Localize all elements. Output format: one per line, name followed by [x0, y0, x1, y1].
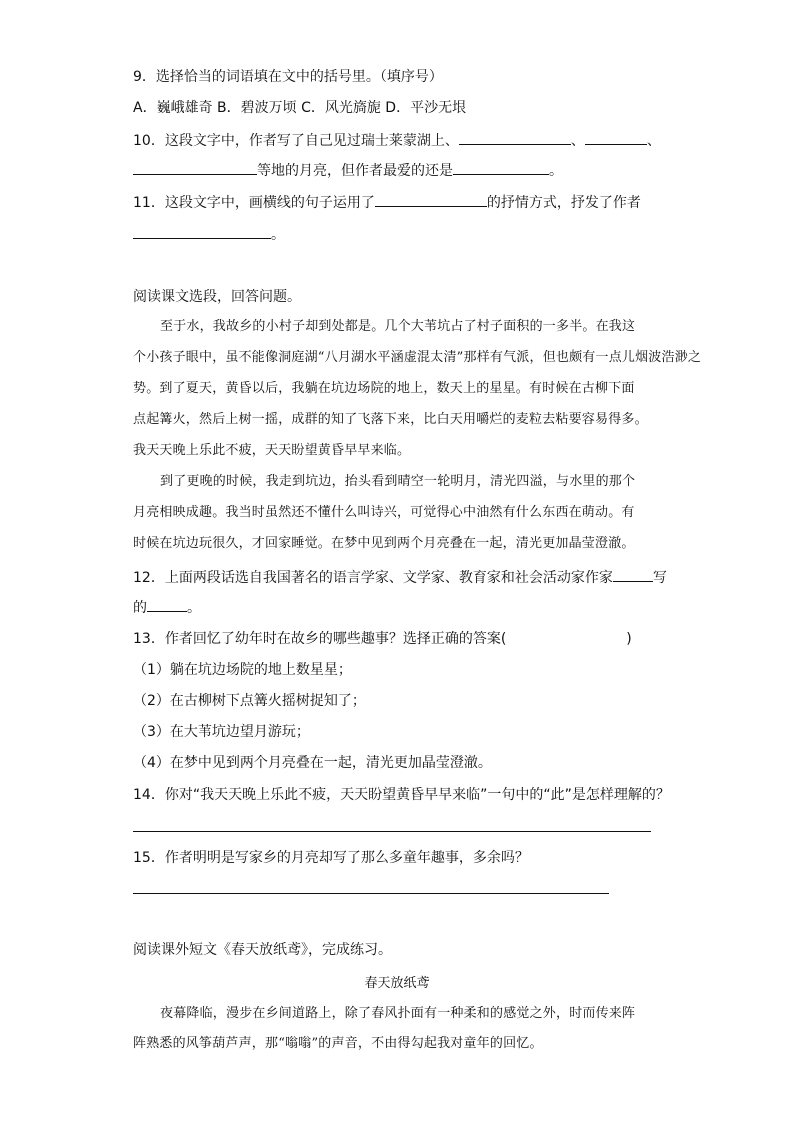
q14-answer-line[interactable]	[133, 831, 651, 832]
q12-text: 写	[652, 570, 667, 586]
q10-blank-4[interactable]	[453, 160, 549, 175]
q12-line1	[133, 567, 667, 588]
q11-blank-1[interactable]	[375, 192, 487, 207]
q12-blank-2[interactable]	[147, 597, 187, 612]
q13-text: 13．作者回忆了幼年时在故乡的哪些趣事？选择正确的答案(	[133, 631, 507, 647]
q10-blank-1[interactable]	[459, 130, 571, 145]
q10-text: 10．这段文字中，作者写了自己见过瑞士莱蒙湖上、	[133, 133, 459, 149]
q13-option: （1）躺在坑边场院的地上数星星；	[133, 662, 352, 678]
q12-text: 12．上面两段话选自我国著名的语言学家、文学家、教育家和社会活动家作家	[133, 570, 613, 586]
passage-line: 至于水，我故乡的小村子却到处都是。几个大苇坑占了村子面积的一多半。在我这	[160, 319, 636, 334]
q12-line2	[133, 597, 201, 618]
q12-end: 。	[187, 600, 201, 616]
passage-line: 月亮相映成趣。我当时虽然还不懂什么叫诗兴，可觉得心中油然有什么东西在萌动。有	[133, 505, 635, 520]
q11-line2	[133, 224, 285, 245]
passage-line: 我天天晚上乐此不疲，天天盼望黄昏早早来临。	[133, 443, 411, 458]
passage-line: 点起篝火，然后上树一摇，成群的知了飞落下来，比白天用嚼烂的麦粒去粘要容易得多。	[133, 412, 648, 427]
q11-line1	[133, 192, 641, 213]
q10-separator: 、	[570, 133, 585, 149]
q10-text: 等地的月亮，但作者最爱的还是	[257, 163, 453, 179]
q12-blank-1[interactable]	[613, 567, 653, 582]
q10-end: 。	[549, 163, 563, 179]
q11-text: 11．这段文字中，画横线的句子运用了	[133, 195, 375, 211]
q13-stem	[133, 629, 632, 649]
q10-line2	[133, 160, 563, 181]
passage-line: 阵熟悉的风筝葫芦声，那“嗡嗡”的声音，不由得勾起我对童年的回忆。	[133, 1036, 543, 1051]
q9-stem: 9．选择恰当的词语填在文中的括号里。（填序号）	[133, 69, 443, 85]
q10-line1	[133, 130, 661, 151]
q13-text: )	[626, 631, 632, 647]
q10-blank-3[interactable]	[133, 160, 257, 175]
q9-options: A．巍峨雄奇 B．碧波万顷 C．风光旖旎 D．平沙无垠	[133, 100, 467, 116]
q10-separator: 、	[646, 133, 661, 149]
q15-stem: 15．作者明明是写家乡的月亮却写了那么多童年趣事，多余吗？	[133, 850, 529, 866]
passage-line: 个小孩子眼中，虽不能像洞庭湖“八月湖水平涵虚混太清”那样有气派，但也颇有一点儿烟波浩渺之	[133, 350, 702, 365]
passage-line: 到了更晚的时候，我走到坑边，抬头看到晴空一轮明月，清光四溢，与水里的那个	[160, 474, 636, 489]
section1-intro: 阅读课文选段，回答问题。	[133, 289, 301, 305]
q13-option: （4）在梦中见到两个月亮叠在一起，清光更加晶莹澄澈。	[133, 755, 492, 771]
q11-text: 的抒情方式，抒发了作者	[486, 195, 641, 211]
section2-intro: 阅读课外短文《春天放纸鸢》，完成练习。	[133, 942, 392, 958]
passage-line: 夜幕降临，漫步在乡间道路上，除了春风扑面有一种柔和的感觉之外，时而传来阵	[160, 1006, 636, 1021]
passage-line: 势。到了夏天，黄昏以后，我躺在坑边场院的地上，数天上的星星。有时候在古柳下面	[133, 381, 635, 396]
q14-stem: 14．你对“我天天晚上乐此不疲，天天盼望黄昏早早来临”一句中的“此”是怎样理解的？	[133, 787, 670, 803]
passage-line: 时候在坑边玩很久，才回家睡觉。在梦中见到两个月亮叠在一起，清光更加晶莹澄澈。	[133, 536, 635, 551]
q13-option: （2）在古柳树下点篝火摇树捉知了；	[133, 693, 366, 709]
q11-end: 。	[271, 227, 285, 243]
q11-blank-2[interactable]	[133, 224, 271, 239]
q15-answer-line[interactable]	[133, 893, 609, 894]
article-title: 春天放纸鸢	[364, 976, 430, 991]
q10-blank-2[interactable]	[585, 130, 647, 145]
q12-text: 的	[133, 600, 147, 616]
q13-option: （3）在大苇坑边望月游玩；	[133, 724, 310, 740]
